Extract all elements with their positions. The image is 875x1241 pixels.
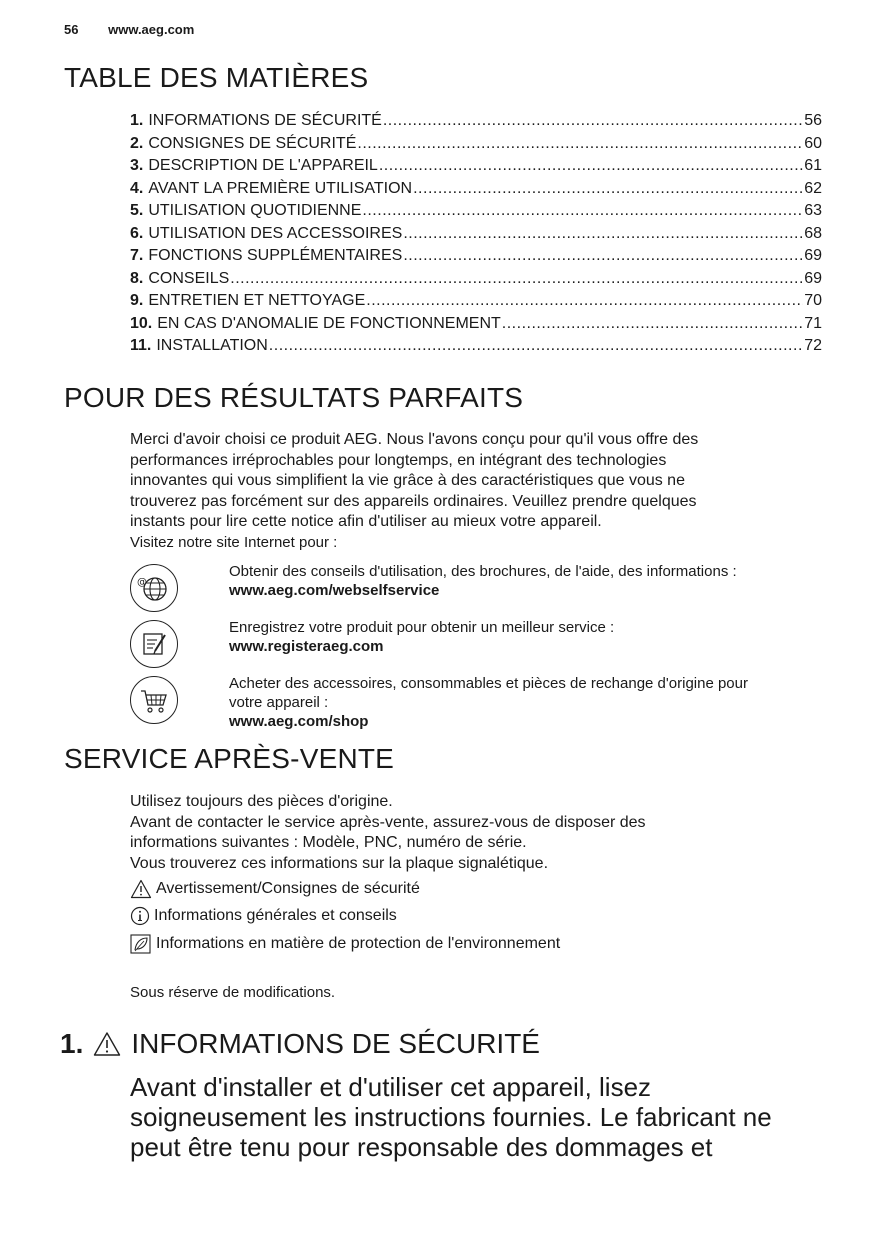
table-of-contents (130, 110, 822, 358)
legend-label: Avertissement/Consignes de sécurité (156, 880, 420, 897)
toc-item-label: DESCRIPTION DE L'APPAREIL (148, 157, 378, 174)
toc-item-number: 6. (130, 224, 144, 242)
section-number: 1. (60, 1028, 84, 1059)
aftersales-line: Utilisez toujours des pièces d'origine. (130, 793, 393, 810)
toc-item-page: 69 (804, 269, 822, 287)
warning-icon (130, 879, 152, 899)
svg-text:@: @ (137, 577, 147, 588)
intro-line: instants pour lire cette notice afin d'utiliser au mieux votre appareil. (130, 513, 602, 531)
toc-leader (403, 245, 803, 268)
toc-item-number: 1. (130, 112, 144, 129)
service-shop (130, 674, 820, 734)
toc-item-page: 69 (804, 247, 822, 264)
aftersales-line: Vous trouverez ces informations sur la plaque signalétique. (130, 854, 549, 872)
leaf-icon (130, 934, 152, 954)
toc-item-number: 7. (130, 247, 144, 264)
toc-leader (403, 223, 803, 246)
safety-heading (60, 1028, 540, 1060)
legend-warning (130, 879, 420, 899)
aftersales-text (130, 792, 646, 874)
site-url[interactable]: www.aeg.com (108, 22, 195, 37)
results-title: POUR DES RÉSULTATS PARFAITS (64, 382, 524, 413)
toc-leader (269, 335, 803, 358)
toc-item-label: INFORMATIONS DE SÉCURITÉ (148, 112, 382, 129)
toc-item-label: INSTALLATION (156, 337, 268, 354)
toc-item[interactable] (130, 178, 822, 201)
legend-info (130, 906, 397, 926)
warning-icon (93, 1031, 121, 1057)
toc-item-page: 72 (804, 337, 822, 354)
toc-item-label: EN CAS D'ANOMALIE DE FONCTIONNEMENT (157, 314, 501, 332)
safety-intro (130, 1072, 830, 1162)
toc-item[interactable] (130, 290, 822, 313)
toc-item[interactable] (130, 223, 822, 246)
service-url[interactable]: www.aeg.com/shop (229, 713, 369, 730)
toc-title: TABLE DES MATIÈRES (64, 62, 369, 93)
toc-item-page: 68 (804, 224, 822, 242)
toc-item[interactable] (130, 313, 822, 336)
service-desc: Obtenir des conseils d'utilisation, des brochures, de l'aide, des informations : (229, 563, 737, 580)
toc-item-page: 62 (804, 179, 822, 197)
toc-item-label: AVANT LA PREMIÈRE UTILISATION (148, 179, 413, 197)
service-url[interactable]: www.registeraeg.com (229, 638, 384, 655)
toc-item[interactable] (130, 155, 822, 178)
toc-item-page: 70 (804, 292, 822, 309)
service-desc: Acheter des accessoires, consommables et pièces de rechange d'origine pour (229, 675, 748, 692)
toc-item-label: CONSEILS (148, 269, 230, 287)
visit-text: Visitez notre site Internet pour : (130, 533, 338, 551)
toc-item-number: 9. (130, 292, 144, 309)
aftersales-line: Avant de contacter le service après-vente, assurez-vous de disposer des (130, 813, 646, 831)
service-text (229, 674, 819, 731)
toc-item-page: 61 (804, 157, 822, 174)
toc-item-page: 71 (804, 314, 822, 332)
toc-item[interactable] (130, 335, 822, 358)
page-number: 56 (64, 22, 79, 37)
toc-item[interactable] (130, 110, 822, 133)
section-title: INFORMATIONS DE SÉCURITÉ (131, 1028, 540, 1059)
service-desc: Enregistrez votre produit pour obtenir un meilleur service : (229, 619, 615, 636)
toc-leader (413, 178, 803, 201)
service-text (229, 618, 819, 656)
toc-item-number: 11. (130, 337, 152, 354)
aftersales-line: informations suivantes : Modèle, PNC, numéro de série. (130, 834, 527, 852)
toc-leader (357, 133, 803, 156)
toc-item[interactable] (130, 133, 822, 156)
legend-label: Informations générales et conseils (154, 907, 397, 924)
toc-item-number: 10. (130, 314, 153, 332)
toc-item-page: 63 (804, 202, 822, 219)
service-url[interactable]: www.aeg.com/webselfservice (229, 582, 440, 599)
toc-item-page: 60 (804, 134, 822, 152)
toc-item-number: 8. (130, 269, 144, 287)
toc-leader (502, 313, 803, 336)
modifications-note: Sous réserve de modifications. (130, 984, 336, 1001)
toc-item[interactable] (130, 200, 822, 223)
toc-item[interactable] (130, 245, 822, 268)
service-desc: votre appareil : (229, 694, 329, 711)
toc-item-label: ENTRETIEN ET NETTOYAGE (148, 292, 366, 309)
register-icon (130, 620, 178, 668)
toc-item-label: UTILISATION DES ACCESSOIRES (148, 224, 403, 242)
safety-line: soigneusement les instructions fournies. Le fabricant ne (130, 1102, 772, 1132)
toc-leader (366, 290, 803, 313)
safety-line: peut être tenu pour responsable des dommages et (130, 1132, 713, 1162)
info-icon (130, 906, 150, 926)
globe-icon (130, 564, 178, 612)
legend-label: Informations en matière de protection de l'environnement (156, 935, 561, 952)
intro-line: Merci d'avoir choisi ce produit AEG. Nous l'avons conçu pour qu'il vous offre des (130, 431, 699, 448)
toc-item-number: 5. (130, 202, 144, 219)
toc-item-label: UTILISATION QUOTIDIENNE (148, 202, 362, 219)
toc-item[interactable] (130, 268, 822, 291)
results-intro (130, 430, 698, 554)
intro-line: performances irréprochables pour longtemps, en intégrant des technologies (130, 451, 667, 469)
toc-leader (230, 268, 803, 291)
toc-leader (383, 110, 803, 133)
toc-item-number: 2. (130, 134, 144, 152)
safety-line: Avant d'installer et d'utiliser cet appareil, lisez (130, 1072, 652, 1102)
toc-leader (362, 200, 803, 223)
toc-item-page: 56 (804, 112, 822, 129)
toc-item-label: CONSIGNES DE SÉCURITÉ (148, 134, 357, 152)
toc-item-number: 4. (130, 179, 144, 197)
toc-leader (379, 155, 803, 178)
legend-environment (130, 934, 560, 954)
toc-item-label: FONCTIONS SUPPLÉMENTAIRES (148, 247, 403, 264)
cart-icon (130, 676, 178, 724)
intro-line: trouverez pas forcément sur des appareils ordinaires. Veuillez prendre quelques (130, 492, 697, 510)
service-webself (130, 562, 820, 614)
service-text (229, 562, 819, 600)
toc-item-number: 3. (130, 157, 144, 174)
aftersales-title: SERVICE APRÈS-VENTE (64, 743, 395, 774)
intro-line: innovantes qui vous simplifient la vie grâce à des caractéristiques que vous ne (130, 472, 685, 490)
service-register (130, 618, 820, 670)
page-header (64, 22, 194, 37)
